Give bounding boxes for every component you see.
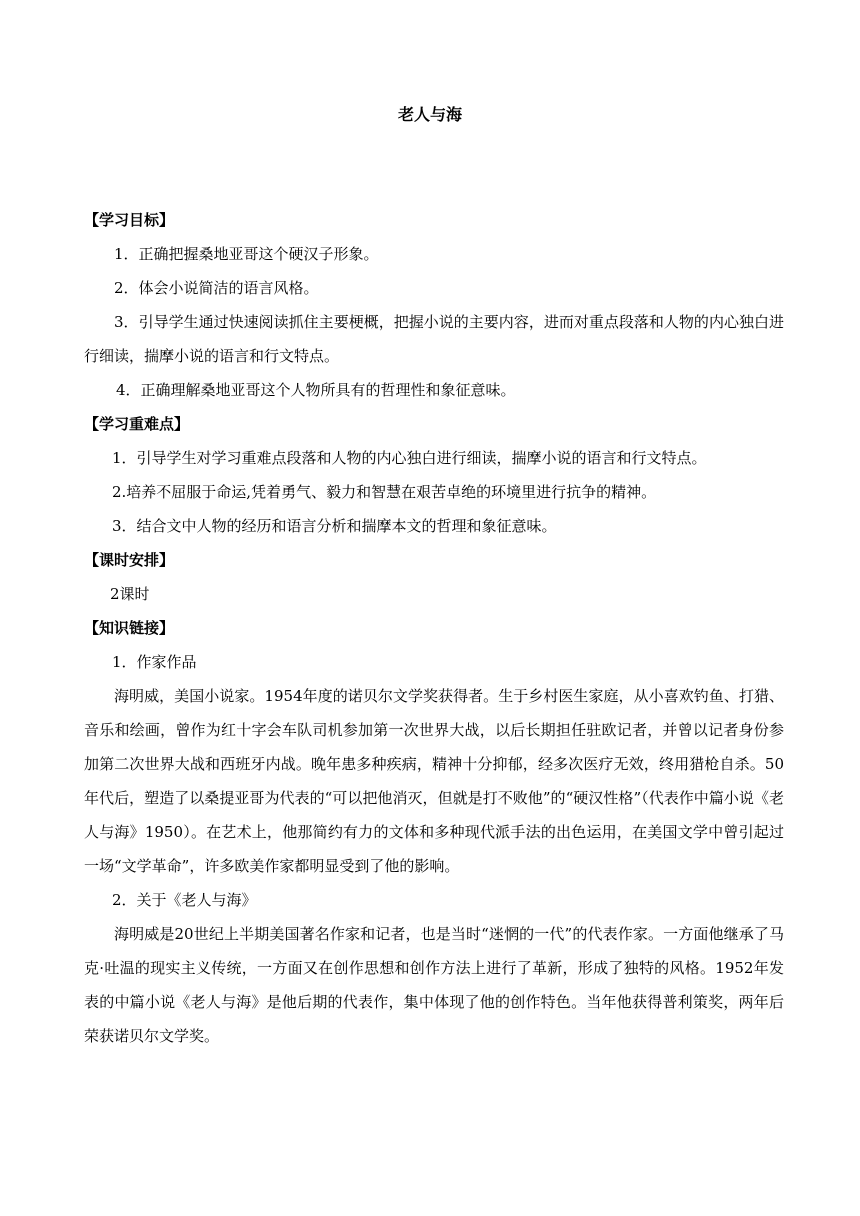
about-novel-paragraph: 海明威是20世纪上半期美国著名作家和记者，也是当时“迷惘的一代”的代表作家。一方面他继承了马克·吐温的现实主义传统，一方面又在创作思想和创作方法上进行了革新，形成了独特的风格。1952年发表的中篇小说《老人与海》是他后期的代表作，集中体现了他的创作特色。当年他获得普利策奖，两年后荣获诺贝尔文学奖。 — [84, 925, 784, 1045]
section-heading-schedule: 【课时安排】 — [84, 551, 175, 569]
learning-goal-item: 4．正确理解桑地亚哥这个人物所具有的哲理性和象征意味。 — [116, 381, 516, 399]
key-point-item: 1．引导学生对学习重难点段落和人物的内心独白进行细读，揣摩小说的语言和行文特点。 — [112, 449, 707, 467]
section-heading-knowledge-links: 【知识链接】 — [84, 619, 175, 637]
subsection-title-about-novel: 2．关于《老人与海》 — [112, 891, 257, 909]
schedule-item: 2课时 — [110, 585, 150, 603]
author-works-paragraph: 海明威，美国小说家。1954年度的诺贝尔文学奖获得者。生于乡村医生家庭，从小喜欢钓鱼、打猎、音乐和绘画，曾作为红十字会车队司机参加第一次世界大战，以后长期担任驻欧记者，并曾以记者身份参加第二次世界大战和西班牙内战。晚年患多种疾病，精神十分抑郁，经多次医疗无效，终用猎枪自杀。50年代后，塑造了以桑提亚哥为代表的“可以把他消灭，但就是打不败他”的“硬汉性格”（代表作中篇小说《老人与海》1950）。在艺术上，他那简约有力的文体和多种现代派手法的出色运用，在美国文学中曾引起过一场“文学革命”，许多欧美作家都明显受到了他的影响。 — [84, 687, 784, 875]
key-point-item: 3．结合文中人物的经历和语言分析和揣摩本文的哲理和象征意味。 — [112, 517, 557, 535]
learning-goal-item: 2．体会小说简洁的语言风格。 — [114, 279, 319, 297]
key-point-item: 2.培养不屈服于命运,凭着勇气、毅力和智慧在艰苦卓绝的环境里进行抗争的精神。 — [112, 483, 657, 501]
learning-goal-item: 1．正确把握桑地亚哥这个硬汉子形象。 — [114, 245, 379, 263]
document-title: 老人与海 — [397, 105, 462, 124]
document-body — [84, 203, 784, 1053]
learning-goal-item: 3．引导学生通过快速阅读抓住主要梗概，把握小说的主要内容，进而对重点段落和人物的内心独白进行细读，揣摩小说的语言和行文特点。 — [84, 313, 784, 365]
section-heading-key-points: 【学习重难点】 — [84, 415, 190, 433]
subsection-title-author-works: 1．作家作品 — [112, 653, 197, 671]
section-heading-learning-goals: 【学习目标】 — [84, 211, 175, 229]
